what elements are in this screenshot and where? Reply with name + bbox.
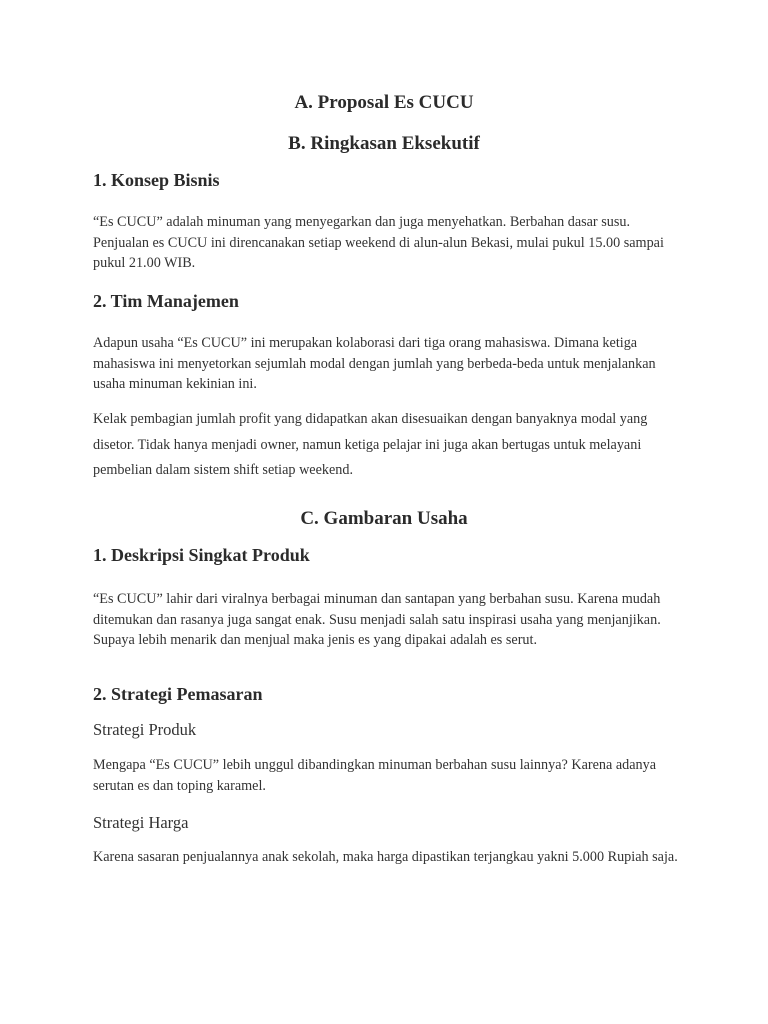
heading-deskripsi-produk: 1. Deskripsi Singkat Produk — [93, 545, 310, 565]
paragraph-tim-manajemen-2: Kelak pembagian jumlah profit yang didapatkan akan disesuaikan dengan banyaknya modal yang disetor. Tidak hanya menjadi owner, namun ketiga pelajar ini juga akan bertugas untuk melayani pembelian dalam sistem shift setiap weekend. — [93, 411, 648, 478]
heading-strategi-pemasaran: 2. Strategi Pemasaran — [93, 684, 263, 704]
subheading-strategi-produk: Strategi Produk — [93, 720, 197, 739]
subheading-strategi-harga: Strategi Harga — [93, 813, 189, 832]
title-proposal: A. Proposal Es CUCU — [294, 92, 474, 113]
paragraph-deskripsi-produk: “Es CUCU” lahir dari viralnya berbagai minuman dan santapan yang berbahan susu. Karena mudah ditemukan dan rasanya juga sangat enak. Susu menjadi salah satu inspirasi usaha yang menjanjikan. Supaya lebih menarik dan menjual maka jenis es yang dipakai adalah es serut. — [93, 591, 661, 649]
paragraph-strategi-harga: Karena sasaran penjualannya anak sekolah, maka harga dipastikan terjangkau yakni 5.000 Rupiah saja. — [93, 849, 678, 865]
heading-konsep-bisnis: 1. Konsep Bisnis — [93, 170, 220, 190]
paragraph-strategi-produk: Mengapa “Es CUCU” lebih unggul dibandingkan minuman berbahan susu lainnya? Karena adanya serutan es dan toping karamel. — [93, 757, 657, 794]
title-gambaran-usaha: C. Gambaran Usaha — [300, 508, 468, 529]
paragraph-konsep-bisnis: “Es CUCU” adalah minuman yang menyegarkan dan juga menyehatkan. Berbahan dasar susu. Penjualan es CUCU ini direncanakan setiap weekend di alun-alun Bekasi, mulai pukul 15.00 sampai pukul 21.00 WIB. — [93, 214, 664, 272]
heading-tim-manajemen: 2. Tim Manajemen — [93, 291, 239, 311]
title-ringkasan-eksekutif: B. Ringkasan Eksekutif — [288, 133, 480, 154]
paragraph-tim-manajemen-1: Adapun usaha “Es CUCU” ini merupakan kolaborasi dari tiga orang mahasiswa. Dimana ketiga mahasiswa ini menyetorkan sejumlah modal dengan jumlah yang berbeda-beda untuk menjalankan usaha minuman kekinian ini. — [93, 335, 656, 393]
